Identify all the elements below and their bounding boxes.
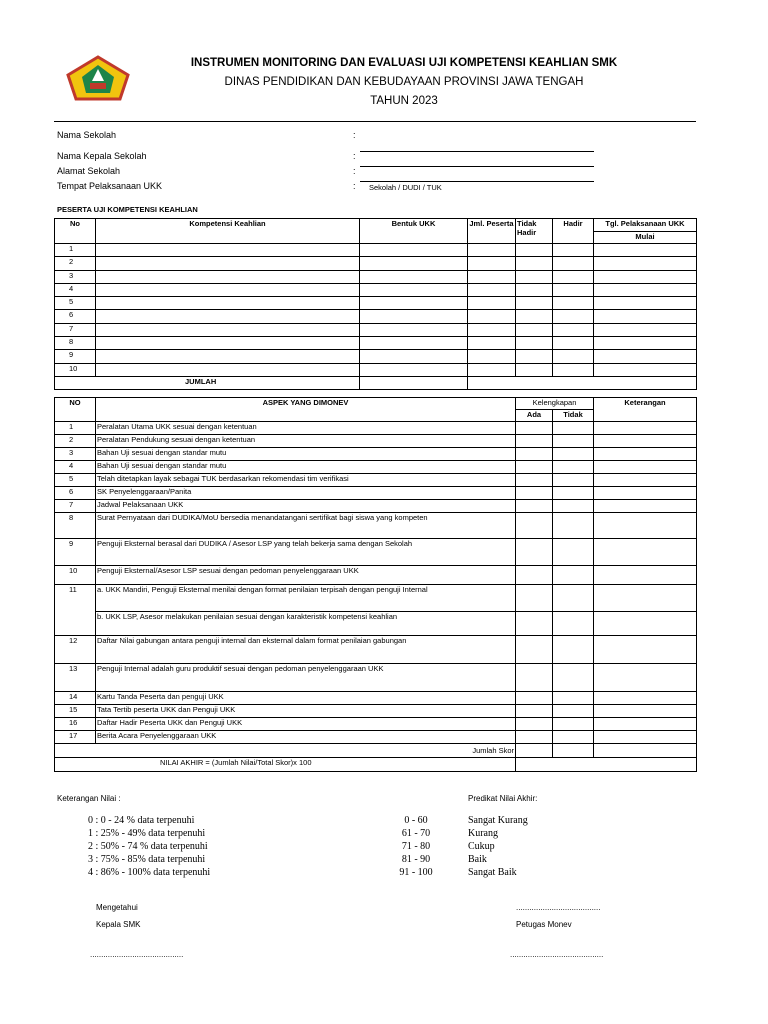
check-tidak[interactable]: [553, 636, 594, 664]
table-cell[interactable]: [468, 310, 516, 323]
document-year: TAHUN 2023: [370, 95, 438, 107]
table-cell[interactable]: [594, 323, 697, 336]
col-header-tgl: Tgl. Pelaksanaan UKK: [594, 219, 697, 232]
table-cell[interactable]: [360, 350, 468, 363]
table-cell[interactable]: [594, 310, 697, 323]
col-header-tidak-hadir: Tidak Hadir: [516, 219, 553, 244]
check-ada[interactable]: [516, 487, 553, 500]
check-ada[interactable]: [516, 566, 553, 585]
check-tidak[interactable]: [553, 513, 594, 539]
check-tidak[interactable]: [553, 664, 594, 692]
aspect-number: 5: [55, 474, 96, 487]
table-row: [55, 323, 697, 336]
table-cell[interactable]: [96, 310, 360, 323]
aspect-row: [55, 461, 697, 474]
aspect-row: [55, 500, 697, 513]
table-cell[interactable]: [468, 363, 516, 376]
keterangan-cell[interactable]: [594, 718, 697, 731]
keterangan-cell[interactable]: [594, 539, 697, 566]
table-cell[interactable]: [96, 350, 360, 363]
legend-desc: 1 : 25% - 49% data terpenuhi: [88, 828, 206, 839]
col-header-no: NO: [55, 398, 96, 422]
aspect-text: Daftar Nilai gabungan antara penguji internal dan eksternal dalam format penilaian gabungan: [96, 636, 516, 664]
label-nama-sekolah: Nama Sekolah: [57, 130, 117, 140]
table-cell[interactable]: [594, 270, 697, 283]
col-header-kompetensi: Kompetensi Keahlian: [96, 219, 360, 244]
field-line-nama-sekolah[interactable]: [360, 151, 594, 152]
aspect-row: [55, 539, 697, 566]
row-number: 2: [55, 257, 96, 270]
check-ada[interactable]: [516, 474, 553, 487]
signature-line-petugas[interactable]: ..........................................: [510, 950, 604, 959]
aspect-number: 12: [55, 636, 96, 664]
col-header-kelengkapan: Kelengkapan: [516, 398, 594, 410]
legend-predikat: Baik: [468, 854, 487, 865]
legend-desc: 0 : 0 - 24 % data terpenuhi: [88, 815, 195, 826]
check-ada[interactable]: [516, 435, 553, 448]
table-cell[interactable]: [594, 283, 697, 296]
table-cell[interactable]: [96, 363, 360, 376]
score-row-spacer: [55, 744, 96, 758]
check-tidak[interactable]: [553, 566, 594, 585]
legend-predikat: Sangat Baik: [468, 867, 517, 878]
check-tidak[interactable]: [553, 474, 594, 487]
aspect-number: 3: [55, 448, 96, 461]
aspect-text: Peralatan Utama UKK sesuai dengan ketentuan: [96, 422, 516, 435]
table-cell[interactable]: [96, 257, 360, 270]
check-tidak[interactable]: [553, 585, 594, 612]
table-cell[interactable]: [516, 244, 553, 257]
table-row: [55, 283, 697, 296]
aspect-text: Jadwal Pelaksanaan UKK: [96, 500, 516, 513]
check-tidak[interactable]: [553, 718, 594, 731]
aspect-row: [55, 664, 697, 692]
petugas-monev-label: Petugas Monev: [516, 920, 572, 929]
aspect-text: Penguji Eksternal berasal dari DUDIKA / Asesor LSP yang telah bekerja sama dengan Sekolah: [96, 539, 516, 566]
table-cell[interactable]: [468, 283, 516, 296]
table-cell[interactable]: [594, 337, 697, 350]
table-cell[interactable]: [553, 257, 594, 270]
table-row: [55, 257, 697, 270]
total-cell: [553, 376, 594, 389]
keterangan-cell[interactable]: [594, 474, 697, 487]
colon: :: [353, 130, 356, 140]
aspect-text: Penguji Internal adalah guru produktif sesuai dengan pedoman penyelenggaraan UKK: [96, 664, 516, 692]
table-cell[interactable]: [553, 323, 594, 336]
table-cell[interactable]: [594, 297, 697, 310]
aspect-number: 11: [55, 585, 96, 612]
table-cell[interactable]: [516, 323, 553, 336]
row-number: 4: [55, 283, 96, 296]
table-cell[interactable]: [468, 323, 516, 336]
aspect-number: 6: [55, 487, 96, 500]
table-cell[interactable]: [360, 257, 468, 270]
check-ada[interactable]: [516, 448, 553, 461]
aspect-number: [55, 612, 96, 636]
table-cell[interactable]: [516, 270, 553, 283]
row-number: 6: [55, 310, 96, 323]
total-cell: [516, 376, 553, 389]
table-cell[interactable]: [360, 323, 468, 336]
table-cell[interactable]: [96, 337, 360, 350]
table-row: [55, 297, 697, 310]
label-nama-kepala-sekolah: Nama Kepala Sekolah: [57, 151, 147, 161]
legend-range: 0 - 60: [404, 815, 428, 826]
aspect-text: Telah ditetapkan layak sebagai TUK berdasarkan rekomendasi tim verifikasi: [96, 474, 516, 487]
aspect-text: Bahan Uji sesuai dengan standar mutu: [96, 448, 516, 461]
table-row: [55, 363, 697, 376]
row-number: 7: [55, 323, 96, 336]
keterangan-cell[interactable]: [594, 422, 697, 435]
check-tidak[interactable]: [553, 461, 594, 474]
legend-desc: 2 : 50% - 74 % data terpenuhi: [88, 841, 208, 852]
legend-range: 81 - 90: [401, 854, 431, 865]
keterangan-cell[interactable]: [594, 664, 697, 692]
check-ada[interactable]: [516, 636, 553, 664]
aspect-text: a. UKK Mandiri, Penguji Eksternal menilai dengan format penilaian terpisah dengan penguji Internal: [96, 585, 516, 612]
document-title: INSTRUMEN MONITORING DAN EVALUASI UJI KOMPETENSI KEAHLIAN SMK: [190, 57, 618, 69]
aspect-row: [55, 487, 697, 500]
check-ada[interactable]: [516, 539, 553, 566]
keterangan-nilai-title: Keterangan Nilai :: [57, 794, 121, 803]
field-line-kepala-sekolah[interactable]: [360, 166, 594, 167]
aspect-row: [55, 636, 697, 664]
check-ada[interactable]: [516, 664, 553, 692]
header-divider: [54, 121, 696, 122]
check-ada[interactable]: [516, 585, 553, 612]
aspect-number: 2: [55, 435, 96, 448]
table-cell[interactable]: [516, 310, 553, 323]
aspect-text: Bahan Uji sesuai dengan standar mutu: [96, 461, 516, 474]
aspect-row: [55, 435, 697, 448]
legend-desc: 3 : 75% - 85% data terpenuhi: [88, 854, 206, 865]
table-cell[interactable]: [553, 297, 594, 310]
table-cell[interactable]: [516, 283, 553, 296]
aspect-text: Tata Tertib peserta UKK dan Penguji UKK: [96, 705, 516, 718]
table-cell[interactable]: [96, 297, 360, 310]
table-cell[interactable]: [553, 283, 594, 296]
table-cell[interactable]: [96, 283, 360, 296]
check-ada[interactable]: [516, 513, 553, 539]
table-cell[interactable]: [360, 297, 468, 310]
keterangan-cell[interactable]: [594, 461, 697, 474]
signature-line-kepala[interactable]: ..........................................: [90, 950, 184, 959]
jumlah-skor-label: Jumlah Skor: [96, 744, 516, 758]
aspect-number: 14: [55, 692, 96, 705]
table-cell[interactable]: [516, 350, 553, 363]
aspect-text: Penguji Eksternal/Asesor LSP sesuai dengan pedoman penyelenggaraan UKK: [96, 566, 516, 585]
table-cell[interactable]: [360, 337, 468, 350]
table-cell[interactable]: [468, 297, 516, 310]
aspect-number: 1: [55, 422, 96, 435]
check-tidak[interactable]: [553, 692, 594, 705]
table-cell[interactable]: [468, 337, 516, 350]
table-cell[interactable]: [360, 270, 468, 283]
aspect-row: [55, 718, 697, 731]
keterangan-cell[interactable]: [594, 636, 697, 664]
participants-table: [54, 218, 697, 390]
table-cell[interactable]: [553, 363, 594, 376]
keterangan-cell[interactable]: [594, 435, 697, 448]
keterangan-cell[interactable]: [594, 513, 697, 539]
check-tidak[interactable]: [553, 422, 594, 435]
legend-range: 91 - 100: [399, 867, 433, 878]
col-header-no: No: [55, 219, 96, 244]
aspect-text: b. UKK LSP, Asesor melakukan penilaian sesuai dengan karakteristik kompetensi keahlian: [96, 612, 516, 636]
table-cell[interactable]: [553, 244, 594, 257]
check-ada[interactable]: [516, 705, 553, 718]
table-cell[interactable]: [516, 363, 553, 376]
aspect-row: [55, 448, 697, 461]
tempat-pelaksanaan-options: Sekolah / DUDI / TUK: [369, 183, 442, 192]
legend-range: 71 - 80: [401, 841, 431, 852]
table-cell[interactable]: [468, 257, 516, 270]
check-tidak[interactable]: [553, 487, 594, 500]
aspect-row: [55, 422, 697, 435]
aspect-number: 9: [55, 539, 96, 566]
kepala-smk-label: Kepala SMK: [96, 920, 141, 929]
keterangan-cell[interactable]: [594, 731, 697, 744]
table-cell[interactable]: [553, 270, 594, 283]
aspect-row: [55, 585, 697, 612]
legend-range: 61 - 70: [401, 828, 431, 839]
check-tidak[interactable]: [553, 448, 594, 461]
keterangan-cell[interactable]: [594, 612, 697, 636]
aspect-text: Peralatan Pendukung sesuai dengan ketentuan: [96, 435, 516, 448]
check-tidak[interactable]: [553, 435, 594, 448]
aspect-number: 8: [55, 513, 96, 539]
aspects-table: [54, 397, 697, 772]
check-ada[interactable]: [516, 692, 553, 705]
score-cell[interactable]: [594, 744, 697, 758]
table-cell[interactable]: [594, 350, 697, 363]
check-ada[interactable]: [516, 461, 553, 474]
check-ada[interactable]: [516, 718, 553, 731]
colon: :: [353, 151, 356, 161]
aspect-row: [55, 731, 697, 744]
col-header-tidak: Tidak: [553, 410, 594, 422]
table-row: [55, 244, 697, 257]
aspect-row: [55, 513, 697, 539]
check-ada[interactable]: [516, 422, 553, 435]
check-ada[interactable]: [516, 612, 553, 636]
table-cell[interactable]: [553, 337, 594, 350]
aspect-row: [55, 474, 697, 487]
table-row: [55, 337, 697, 350]
nilai-akhir-cell[interactable]: [516, 758, 697, 772]
row-number: 5: [55, 297, 96, 310]
total-cell: [594, 376, 697, 389]
table-cell[interactable]: [516, 337, 553, 350]
aspect-text: SK Penyelenggaraan/Panita: [96, 487, 516, 500]
col-header-aspek: ASPEK YANG DIMONEV: [96, 398, 516, 422]
table-cell[interactable]: [360, 244, 468, 257]
check-tidak[interactable]: [553, 539, 594, 566]
col-header-jml-peserta: Jml. Peserta: [468, 219, 516, 244]
table-cell[interactable]: [360, 363, 468, 376]
col-header-hadir: Hadir: [553, 219, 594, 244]
aspect-number: 13: [55, 664, 96, 692]
aspect-number: 7: [55, 500, 96, 513]
aspect-text: Berita Acara Penyelenggaraan UKK: [96, 731, 516, 744]
table-cell[interactable]: [468, 270, 516, 283]
nilai-akhir-label: NILAI AKHIR = (Jumlah Nilai/Total Skor)x 100: [55, 758, 516, 772]
table-cell[interactable]: [96, 244, 360, 257]
score-cell[interactable]: [553, 744, 594, 758]
aspect-number: 17: [55, 731, 96, 744]
table-cell[interactable]: [96, 270, 360, 283]
colon: :: [353, 181, 356, 191]
keterangan-cell[interactable]: [594, 500, 697, 513]
date-place-dots[interactable]: ......................................: [516, 903, 601, 912]
score-cell[interactable]: [516, 744, 553, 758]
colon: :: [353, 166, 356, 176]
table-cell[interactable]: [516, 297, 553, 310]
col-header-bentuk: Bentuk UKK: [360, 219, 468, 244]
table-cell[interactable]: [360, 283, 468, 296]
row-number: 3: [55, 270, 96, 283]
aspect-row: [55, 692, 697, 705]
aspect-number: 15: [55, 705, 96, 718]
label-alamat-sekolah: Alamat Sekolah: [57, 166, 121, 176]
legend-predikat: Kurang: [468, 828, 498, 839]
check-ada[interactable]: [516, 731, 553, 744]
table-cell[interactable]: [594, 257, 697, 270]
table-cell[interactable]: [594, 244, 697, 257]
aspect-number: 4: [55, 461, 96, 474]
aspect-number: 16: [55, 718, 96, 731]
aspect-text: Kartu Tanda Peserta dan penguji UKK: [96, 692, 516, 705]
table-cell[interactable]: [360, 310, 468, 323]
legend-desc: 4 : 86% - 100% data terpenuhi: [88, 867, 211, 878]
keterangan-cell[interactable]: [594, 448, 697, 461]
aspect-row: [55, 705, 697, 718]
check-tidak[interactable]: [553, 731, 594, 744]
aspect-row: [55, 566, 697, 585]
table-row: [55, 350, 697, 363]
row-number: 1: [55, 244, 96, 257]
table-cell[interactable]: [96, 323, 360, 336]
row-number: 9: [55, 350, 96, 363]
mengetahui-label: Mengetahui: [96, 903, 138, 912]
check-tidak[interactable]: [553, 705, 594, 718]
aspect-number: 10: [55, 566, 96, 585]
field-line-alamat[interactable]: [360, 181, 594, 182]
predikat-title: Predikat Nilai Akhir:: [468, 794, 538, 803]
keterangan-cell[interactable]: [594, 692, 697, 705]
aspect-text: Daftar Hadir Peserta UKK dan Penguji UKK: [96, 718, 516, 731]
aspect-text: Surat Pernyataan dari DUDIKA/MoU bersedia menandatangani sertifikat bagi siswa yang kompeten: [96, 513, 516, 539]
keterangan-cell[interactable]: [594, 585, 697, 612]
total-cell[interactable]: [468, 376, 516, 389]
check-tidak[interactable]: [553, 500, 594, 513]
table-row: [55, 270, 697, 283]
table-cell[interactable]: [594, 363, 697, 376]
agency-name: DINAS PENDIDIKAN DAN KEBUDAYAAN PROVINSI JAWA TENGAH: [224, 76, 584, 88]
table-cell[interactable]: [468, 350, 516, 363]
keterangan-cell[interactable]: [594, 566, 697, 585]
check-ada[interactable]: [516, 500, 553, 513]
table-cell[interactable]: [468, 244, 516, 257]
table-cell[interactable]: [516, 257, 553, 270]
row-number: 10: [55, 363, 96, 376]
total-cell[interactable]: [360, 376, 468, 389]
keterangan-cell[interactable]: [594, 487, 697, 500]
col-header-keterangan: Keterangan: [594, 398, 697, 422]
check-tidak[interactable]: [553, 612, 594, 636]
row-number: 8: [55, 337, 96, 350]
col-header-mulai: Mulai: [594, 232, 697, 244]
section-title-peserta: PESERTA UJI KOMPETENSI KEAHLIAN: [57, 205, 198, 214]
total-label: JUMLAH: [55, 376, 360, 389]
table-cell[interactable]: [553, 350, 594, 363]
table-cell[interactable]: [553, 310, 594, 323]
col-header-ada: Ada: [516, 410, 553, 422]
table-row: [55, 310, 697, 323]
legend-predikat: Cukup: [468, 841, 495, 852]
keterangan-cell[interactable]: [594, 705, 697, 718]
aspect-row: [55, 612, 697, 636]
label-tempat-pelaksanaan: Tempat Pelaksanaan UKK: [57, 181, 163, 191]
legend-predikat: Sangat Kurang: [468, 815, 528, 826]
